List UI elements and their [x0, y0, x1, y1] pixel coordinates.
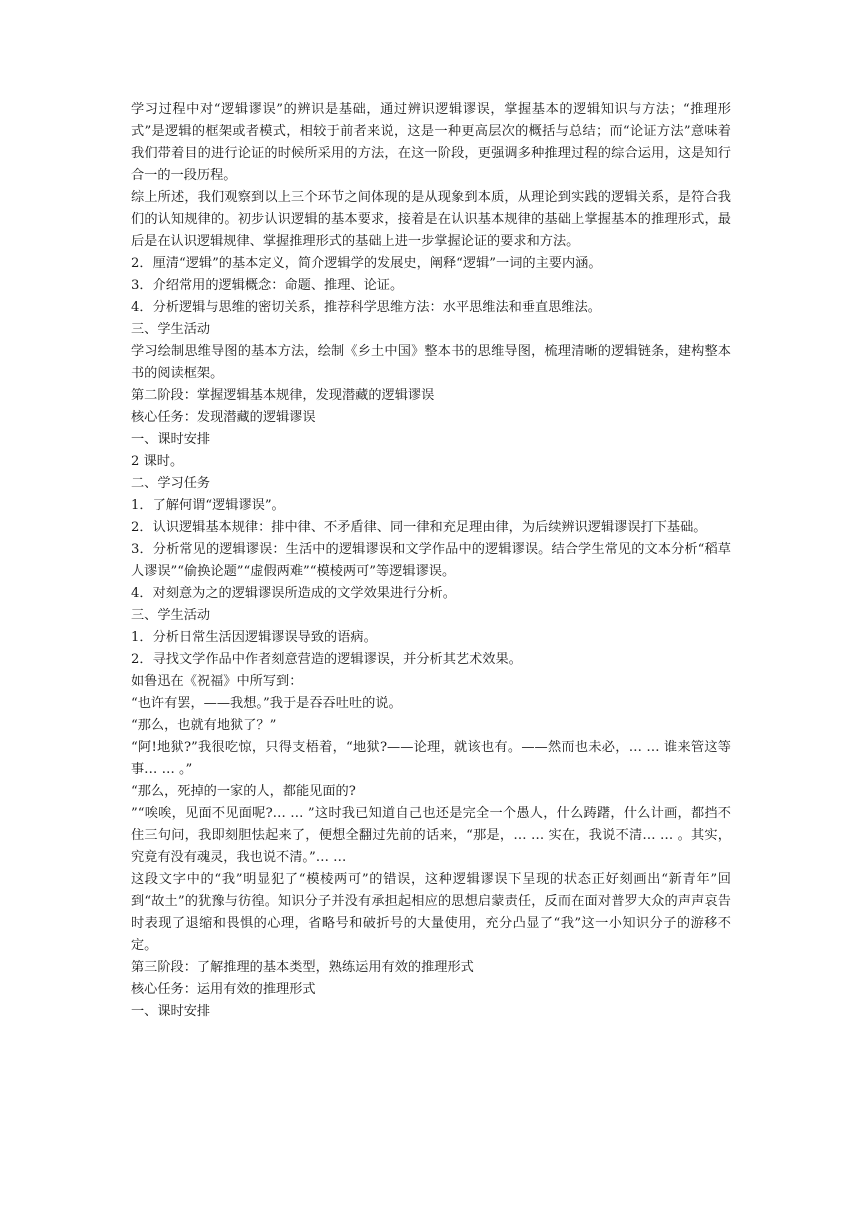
- list-item: 3．分析常见的逻辑谬误：生活中的逻辑谬误和文学作品中的逻辑谬误。结合学生常见的文本分析“稻草人谬误”“偷换论题”“虚假两难”“模棱两可”等逻辑谬误。: [131, 542, 731, 579]
- section-heading: 三、学生活动: [131, 322, 211, 337]
- section-heading: 二、学习任务: [131, 476, 211, 491]
- section-heading: 一、课时安排: [131, 1004, 211, 1019]
- core-task: 核心任务：运用有效的推理形式: [131, 982, 316, 997]
- paragraph: 这段文字中的“我”明显犯了“模棱两可”的错误，这种逻辑谬误下呈现的状态正好刻画出“新青年”回到“故土”的犹豫与彷徨。知识分子并没有承担起相应的思想启蒙责任，反而在面对普罗大众的声声哀告时表现了退缩和畏惧的心理，省略号和破折号的大量使用，充分凸显了“我”这一小知识分子的游移不定。: [131, 872, 731, 953]
- list-item: 1．了解何谓“逻辑谬误”。: [131, 498, 285, 513]
- paragraph: 学习过程中对“逻辑谬误”的辨识是基础，通过辨识逻辑谬误，掌握基本的逻辑知识与方法；“推理形式”是逻辑的框架或者模式，相较于前者来说，这是一种更高层次的概括与总结；而“论证方法”意味着我们带着目的进行论证的时候所采用的方法，在这一阶段，更强调多种推理过程的综合运用，这是知行合一的一段历程。: [131, 102, 731, 183]
- paragraph: 综上所述，我们观察到以上三个环节之间体现的是从现象到本质，从理论到实践的逻辑关系，是符合我们的认知规律的。初步认识逻辑的基本要求，接着是在认识基本规律的基础上掌握基本的推理形式，最后是在认识逻辑规律、掌握推理形式的基础上进一步掌握论证的要求和方法。: [131, 190, 731, 249]
- paragraph: 2 课时。: [131, 454, 184, 469]
- list-item: 2．认识逻辑基本规律：排中律、不矛盾律、同一律和充足理由律，为后续辨识逻辑谬误打下基础。: [131, 520, 707, 535]
- quote-line: “阿!地狱?”我很吃惊，只得支梧着，“地狱?——论理，就该也有。——然而也未必，… … 谁来管这等事… … 。”: [131, 740, 731, 777]
- quote-line: “也许有罢，——我想。”我于是吞吞吐吐的说。: [131, 696, 402, 711]
- paragraph: 如鲁迅在《祝福》中所写到：: [131, 674, 303, 689]
- list-item: 2．厘清“逻辑”的基本定义，简介逻辑学的发展史，阐释“逻辑”一词的主要内涵。: [131, 256, 602, 271]
- list-item: 4．分析逻辑与思维的密切关系，推荐科学思维方法：水平思维法和垂直思维法。: [131, 300, 601, 315]
- list-item: 2．寻找文学作品中作者刻意营造的逻辑谬误，并分析其艺术效果。: [131, 652, 522, 667]
- document-body: [131, 99, 731, 1023]
- list-item: 3．介绍常用的逻辑概念：命题、推理、论证。: [131, 278, 404, 293]
- section-heading: 一、课时安排: [131, 432, 211, 447]
- list-item: 4．对刻意为之的逻辑谬误所造成的文学效果进行分析。: [131, 586, 456, 601]
- core-task: 核心任务：发现潜藏的逻辑谬误: [131, 410, 316, 425]
- section-heading: 三、学生活动: [131, 608, 211, 623]
- quote-line: “那么，也就有地狱了？”: [131, 718, 277, 733]
- list-item: 1．分析日常生活因逻辑谬误导致的语病。: [131, 630, 377, 645]
- quote-line: “那么，死掉的一家的人，都能见面的?: [131, 784, 356, 799]
- stage-heading: 第三阶段：了解推理的基本类型，熟练运用有效的推理形式: [131, 960, 474, 975]
- paragraph: 学习绘制思维导图的基本方法，绘制《乡土中国》整本书的思维导图，梳理清晰的逻辑链条，建构整本书的阅读框架。: [131, 344, 731, 381]
- quote-line: ”“唉唉，见面不见面呢?… … ”这时我已知道自己也还是完全一个愚人，什么踌躇，什么计画，都挡不住三句问，我即刻胆怯起来了，便想全翻过先前的话来，“那是，… … 实在，我说不清… … 。其实，究竟有没有魂灵，我也说不清。”… …: [131, 806, 731, 865]
- stage-heading: 第二阶段：掌握逻辑基本规律，发现潜藏的逻辑谬误: [131, 388, 435, 403]
